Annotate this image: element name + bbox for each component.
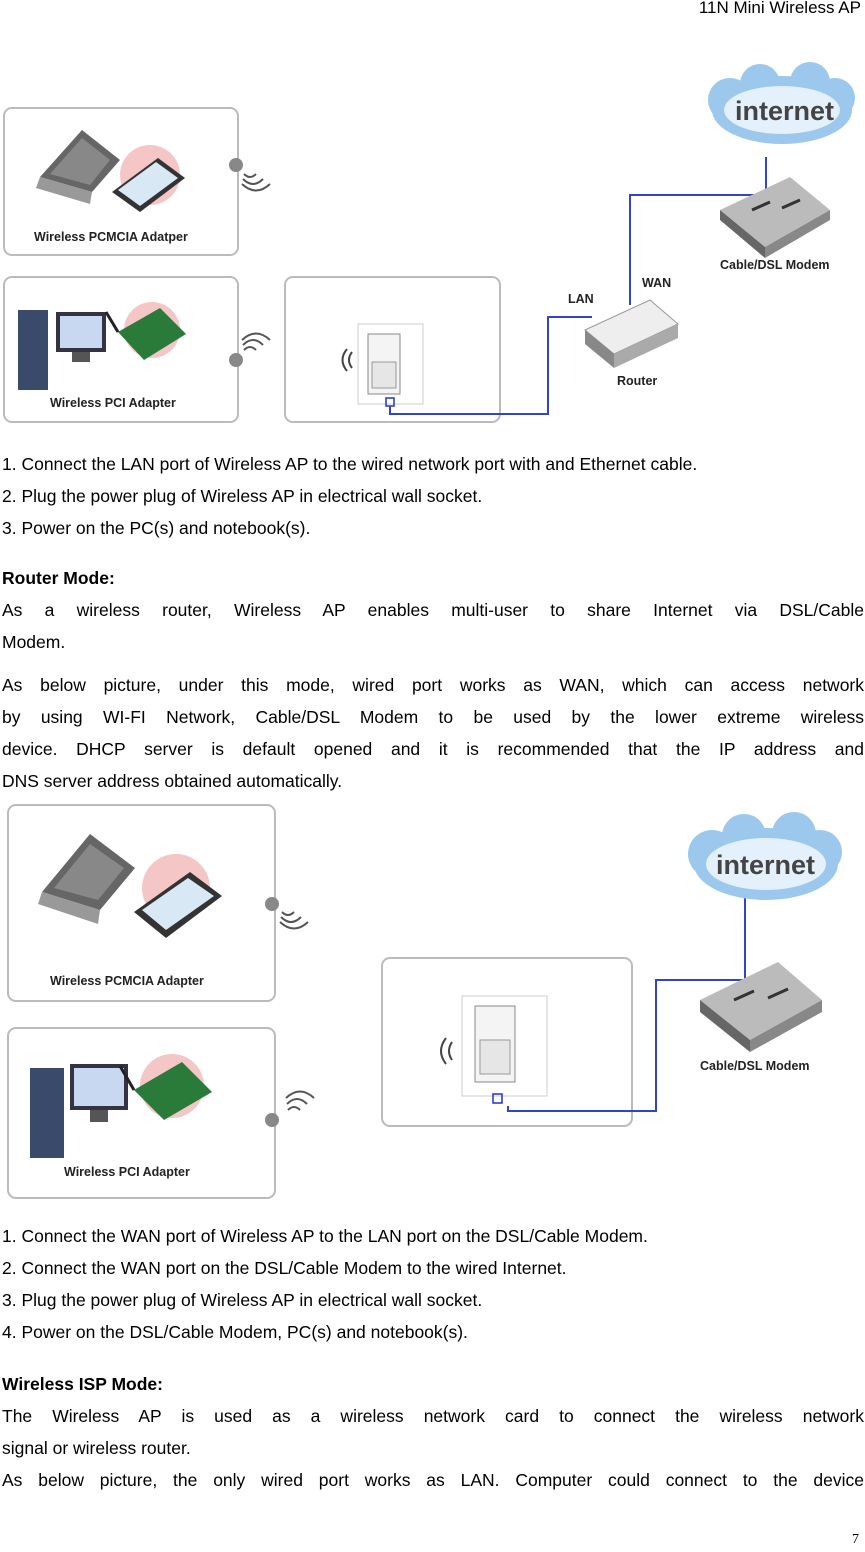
figure-2-network-diagram: [0, 800, 865, 1205]
cable-modem-icon-2: [700, 962, 822, 1052]
antenna-dot-1: [229, 158, 243, 172]
step-2-1: 1. Connect the WAN port of Wireless AP to the LAN port on the DSL/Cable Modem.: [2, 1226, 648, 1246]
antenna-dot-3: [265, 897, 279, 911]
internet-label-2: internet: [716, 850, 816, 880]
step-2-4: 4. Power on the DSL/Cable Modem, PC(s) and notebook(s).: [2, 1322, 468, 1342]
steps-2: [2, 1220, 864, 1348]
pci-label: Wireless PCI Adapter: [50, 396, 176, 410]
pci-label-2: Wireless PCI Adapter: [64, 1165, 190, 1179]
wisp-mode-intro-line1: The Wireless AP is used as a wireless network card to connect the wireless network: [2, 1406, 864, 1426]
modem-label-2: Cable/DSL Modem: [700, 1059, 810, 1073]
step-1-2: 2. Plug the power plug of Wireless AP in electrical wall socket.: [2, 486, 483, 506]
router-mode-para-line3: device. DHCP server is default opened and it is recommended that the IP address and: [2, 739, 864, 759]
steps-1: [2, 448, 864, 544]
lan-label: LAN: [568, 292, 594, 306]
page-header: 11N Mini Wireless AP: [698, 0, 861, 17]
internet-label: internet: [735, 96, 835, 126]
wisp-mode-heading: Wireless ISP Mode:: [2, 1374, 163, 1394]
antenna-dot-2: [229, 353, 243, 367]
router-mode-paragraph: [2, 669, 864, 797]
router-mode-intro-line1: As a wireless router, Wireless AP enables multi-user to share Internet via DSL/Cable: [2, 600, 864, 620]
wifi-signal-icon-2: [242, 334, 270, 351]
wifi-signal-icon-3: [280, 912, 308, 929]
pcmcia-label-2: Wireless PCMCIA Adapter: [50, 974, 204, 988]
router-mode-para-line2: by using WI-FI Network, Cable/DSL Modem to be used by the lower extreme wireless: [2, 707, 864, 727]
router-mode-heading: Router Mode:: [2, 568, 115, 588]
step-2-2: 2. Connect the WAN port on the DSL/Cable Modem to the wired Internet.: [2, 1258, 567, 1278]
step-1-3: 3. Power on the PC(s) and notebook(s).: [2, 518, 311, 538]
step-2-3: 3. Plug the power plug of Wireless AP in electrical wall socket.: [2, 1290, 483, 1310]
pcmcia-label: Wireless PCMCIA Adatper: [34, 230, 188, 244]
wisp-mode-intro-line2: signal or wireless router.: [2, 1438, 191, 1458]
wisp-mode-para-line1: As below picture, the only wired port works as LAN. Computer could connect to the device: [2, 1470, 864, 1490]
router-label: Router: [617, 374, 658, 388]
figure-1-network-diagram: [0, 62, 865, 424]
router-mode-para-line4: DNS server address obtained automatically.: [2, 771, 343, 791]
wireless-ap-icon: [368, 334, 400, 394]
step-1-1: 1. Connect the LAN port of Wireless AP to the wired network port with and Ethernet cable.: [2, 454, 698, 474]
wireless-ap-icon-2: [475, 1006, 515, 1082]
modem-label: Cable/DSL Modem: [720, 258, 830, 272]
cable-modem-icon: [720, 177, 830, 258]
router-icon: [585, 300, 678, 368]
wan-label: WAN: [642, 276, 672, 290]
router-mode-intro-line2: Modem.: [2, 632, 66, 652]
antenna-dot-4: [265, 1113, 279, 1127]
router-mode-section: [2, 562, 864, 658]
wifi-signal-icon-1: [242, 174, 270, 191]
page-number: 7: [852, 1532, 859, 1547]
wifi-signal-icon-4: [286, 1092, 314, 1111]
router-mode-para-line1: As below picture, under this mode, wired port works as WAN, which can access network: [2, 675, 864, 695]
wisp-mode-section: [2, 1368, 864, 1496]
